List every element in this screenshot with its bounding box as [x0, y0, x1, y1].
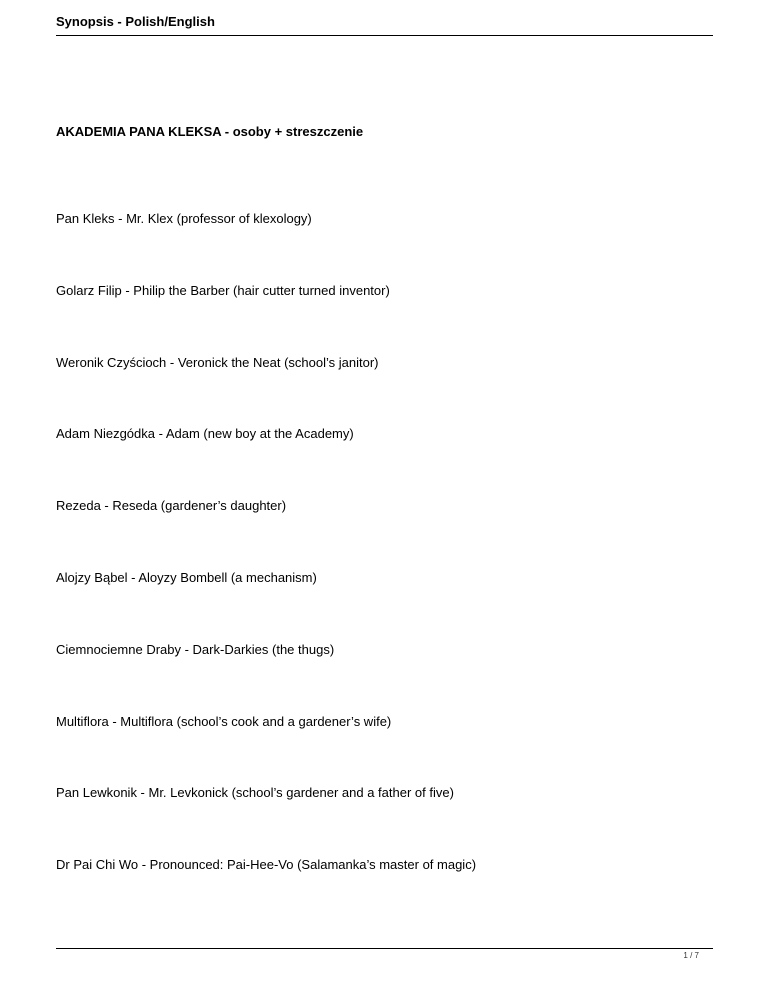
character-entry: Pan Kleks - Mr. Klex (professor of klexology) — [56, 211, 312, 226]
character-entry: Ciemnociemne Draby - Dark-Darkies (the thugs) — [56, 641, 335, 657]
character-entry: Weronik Czyścioch - Veronick the Neat (school’s janitor) — [56, 354, 379, 370]
header-divider — [56, 35, 713, 36]
document-heading: AKADEMIA PANA KLEKSA - osoby + streszczenie — [56, 124, 364, 139]
character-entry: Rezeda - Reseda (gardener’s daughter) — [56, 498, 287, 514]
footer-divider — [56, 948, 713, 949]
character-entry: Golarz Filip - Philip the Barber (hair cutter turned inventor) — [56, 282, 390, 298]
page-number: 1 / 7 — [683, 951, 699, 960]
character-entry: Pan Lewkonik - Mr. Levkonick (school’s gardener and a father of five) — [56, 785, 454, 801]
character-list — [56, 211, 476, 929]
page-header-title: Synopsis - Polish/English — [56, 14, 215, 29]
character-entry: Multiflora - Multiflora (school’s cook and a gardener’s wife) — [56, 713, 392, 729]
character-entry: Dr Pai Chi Wo - Pronounced: Pai-Hee-Vo (Salamanka’s master of magic) — [56, 857, 477, 873]
character-entry: Adam Niezgódka - Adam (new boy at the Academy) — [56, 426, 354, 442]
character-entry: Alojzy Bąbel - Aloyzy Bombell (a mechanism) — [56, 569, 317, 585]
